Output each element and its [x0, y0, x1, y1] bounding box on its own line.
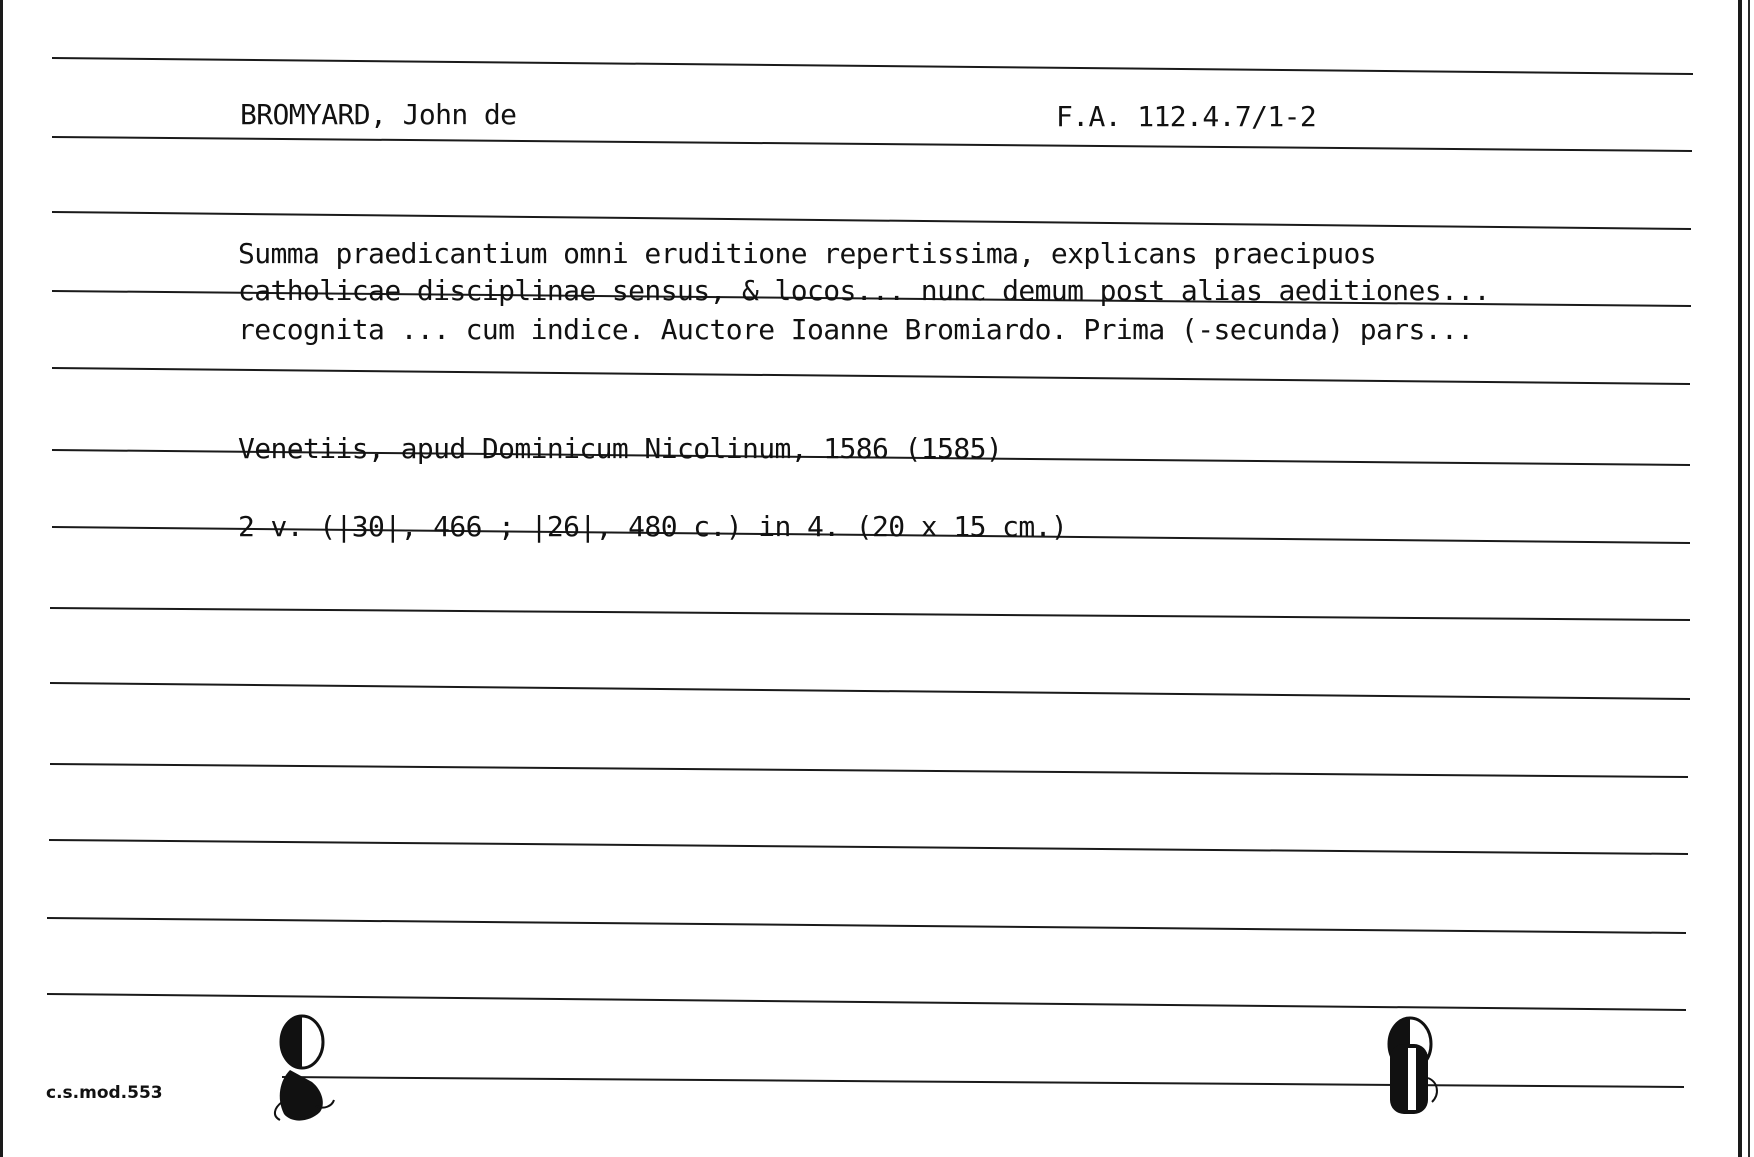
title-line-3: recognita ... cum indice. Auctore Ioanne Bromiardo. Prima (-secunda) pars... — [238, 313, 1474, 346]
author-heading: BROMYARD, John de — [240, 98, 517, 131]
binding-hole-icon — [262, 1010, 346, 1130]
imprint-line: Venetiis, apud Dominicum Nicolinum, 1586 (1585) — [238, 432, 1003, 465]
binding-hole-icon — [1368, 1008, 1452, 1128]
collation-line: 2 v. (|30|, 466 ; |26|, 480 c.) in 4. (20 x 15 cm.) — [238, 510, 1068, 543]
title-line-1: Summa praedicantium omni eruditione repertissima, explicans praecipuos — [238, 237, 1377, 270]
title-line-2: catholicae disciplinae sensus, & locos... nunc demum post alias aeditiones... — [238, 274, 1490, 307]
shelfmark: F.A. 112.4.7/1-2 — [1056, 100, 1317, 133]
form-code: c.s.mod.553 — [46, 1083, 163, 1103]
